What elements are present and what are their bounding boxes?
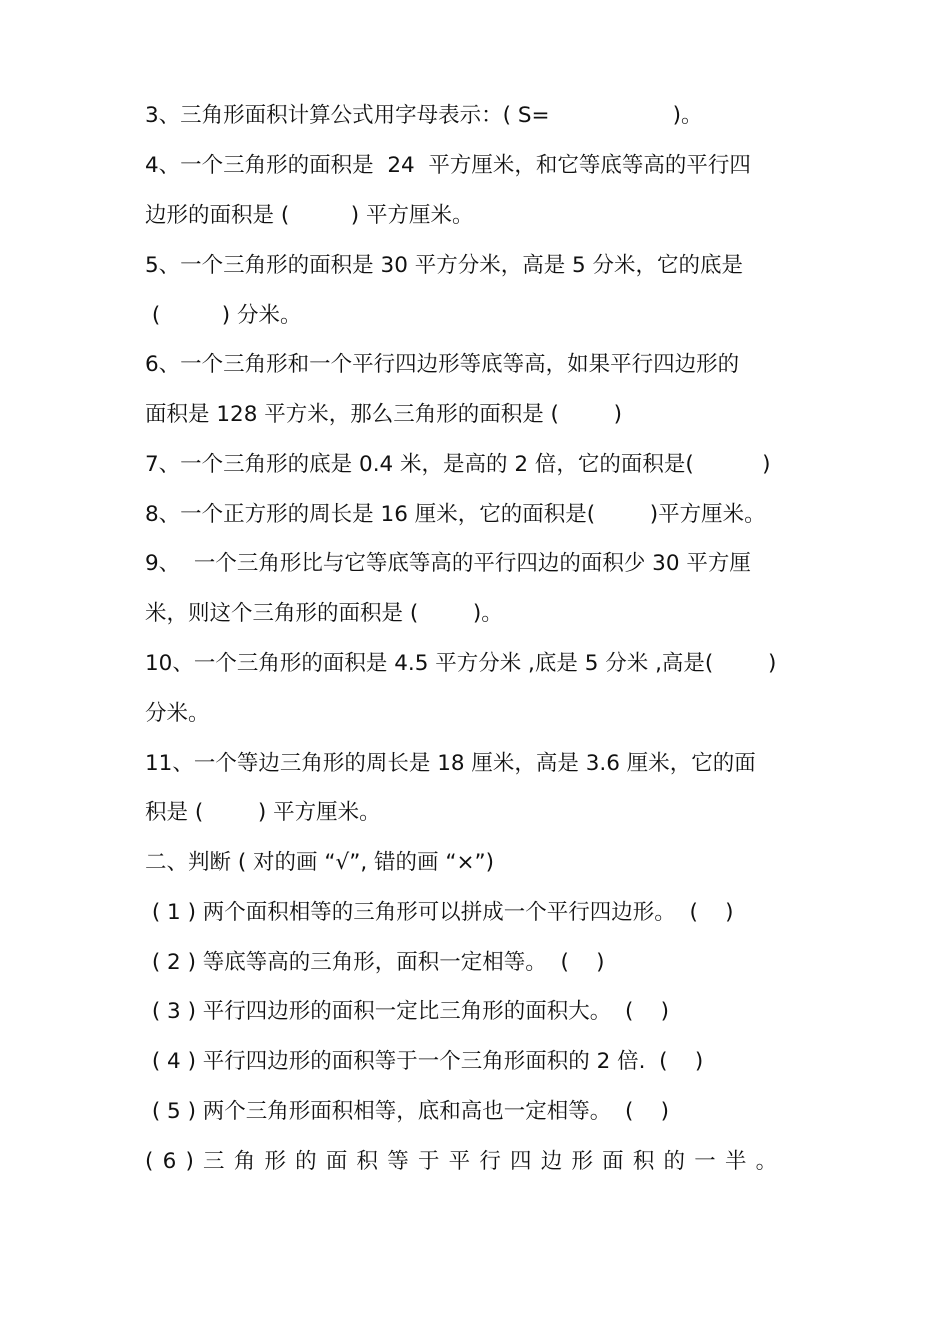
judgement-item-5: ( 5 ) 两个三角形面积相等，底和高也一定相等。 ( ) [145,1099,670,1124]
question-5-line-1: 5、一个三角形的面积是 30 平方分米，高是 5 分米，它的底是 [145,253,744,278]
judgement-item-1: ( 1 ) 两个面积相等的三角形可以拼成一个平行四边形。 ( ) [145,900,734,925]
question-7-line: 7、一个三角形的底是 0.4 米，是高的 2 倍，它的面积是( ) [145,452,771,477]
question-9-line-2: 米，则这个三角形的面积是 ( )。 [145,601,503,626]
question-10-line-1: 10、一个三角形的面积是 4.5 平方分米 ,底是 5 分米 ,高是( ) [145,651,777,676]
judgement-item-2: ( 2 ) 等底等高的三角形，面积一定相等。 ( ) [145,950,605,975]
judgement-item-4: ( 4 ) 平行四边形的面积等于一个三角形面积的 2 倍. ( ) [145,1049,704,1074]
question-11-line-2: 积是 ( ) 平方厘米。 [145,800,381,825]
judgement-item-6: (6)三角形的面积等于平行四边形面积的一半。 [145,1149,787,1174]
question-5-line-2: ( ) 分米。 [145,303,302,328]
question-6-line-2: 面积是 128 平方米，那么三角形的面积是 ( ) [145,402,622,427]
question-10-line-2: 分米。 [145,701,210,726]
question-11-line-1: 11、一个等边三角形的周长是 18 厘米，高是 3.6 厘米，它的面 [145,751,756,776]
question-8-line: 8、一个正方形的周长是 16 厘米，它的面积是( )平方厘米。 [145,502,766,527]
question-6-line-1: 6、一个三角形和一个平行四边形等底等高，如果平行四边形的 [145,352,740,377]
question-4-line-2: 边形的面积是 ( ) 平方厘米。 [145,203,474,228]
question-4-line-1: 4、一个三角形的面积是 24 平方厘米，和它等底等高的平行四 [145,153,751,178]
question-3-line: 3、三角形面积计算公式用字母表示：( S= )。 [145,103,703,128]
judgement-item-3: ( 3 ) 平行四边形的面积一定比三角形的面积大。 ( ) [145,999,670,1024]
section-2-heading: 二、判断 ( 对的画 “√”, 错的画 “×”) [145,850,495,875]
question-9-line-1: 9、 一个三角形比与它等底等高的平行四边的面积少 30 平方厘 [145,551,751,576]
